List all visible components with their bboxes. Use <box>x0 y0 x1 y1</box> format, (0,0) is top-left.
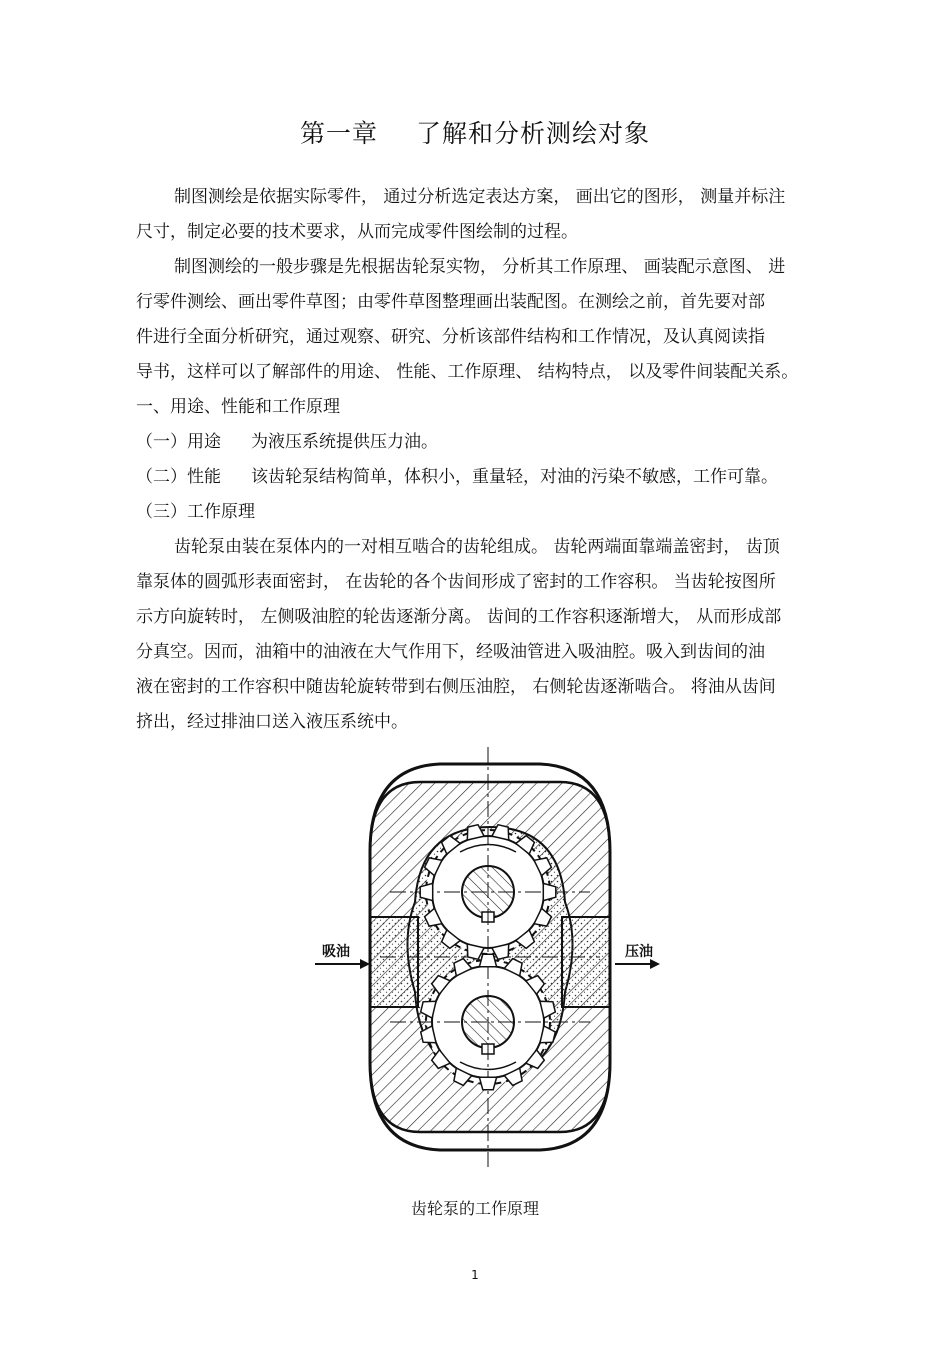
list-item <box>136 460 836 495</box>
paragraph-3 <box>136 530 836 740</box>
page-number: 1 <box>471 1268 479 1282</box>
outlet-port <box>562 917 610 1007</box>
chapter-title <box>0 114 950 150</box>
paragraph-2 <box>136 250 836 390</box>
item-label: （一）用途 <box>136 432 221 452</box>
item-text: 该齿轮泵结构简单，体积小，重量轻，对油的污染不敏感，工作可靠。 <box>251 467 778 487</box>
item-text: 为液压系统提供压力油。 <box>251 432 438 452</box>
gear-tooth <box>543 883 556 900</box>
text-line: 尺寸，制定必要的技术要求，从而完成零件图绘制的过程。 <box>136 222 578 242</box>
text-line: 件进行全面分析研究，通过观察、研究、分析该部件结构和工作情况，及认真阅读指 <box>136 327 765 347</box>
gear-tooth <box>479 1077 496 1090</box>
item-label: （三）工作原理 <box>136 502 255 522</box>
chapter-heading: 了解和分析测绘对象 <box>416 119 651 148</box>
item-label: （二）性能 <box>136 467 221 487</box>
item-list <box>136 425 836 530</box>
text-line: 行零件测绘、画出零件草图；由零件草图整理画出装配图。在测绘之前，首先要对部 <box>136 292 765 312</box>
text-line: 齿轮泵由装在泵体内的一对相互啮合的齿轮组成。 齿轮两端面靠端盖密封， 齿顶 <box>174 537 780 557</box>
paragraph-1 <box>136 180 836 250</box>
inlet-label: 吸油 <box>322 944 350 960</box>
outlet-label: 压油 <box>625 944 653 960</box>
text-line: 分真空。因而，油箱中的油液在大气作用下，经吸油管进入吸油腔。吸入到齿间的油 <box>136 642 765 662</box>
chapter-number: 第一章 <box>299 119 378 148</box>
gear-pump-diagram <box>310 742 670 1172</box>
text-line: 靠泵体的圆弧形表面密封， 在齿轮的各个齿间形成了密封的工作容积。 当齿轮按图所 <box>136 572 776 592</box>
text-line: 导书，这样可以了解部件的用途、 性能、工作原理、 结构特点， 以及零件间装配关系。 <box>136 362 799 382</box>
text-line: 示方向旋转时， 左侧吸油腔的轮齿逐渐分离。 齿间的工作容积逐渐增大， 从而形成部 <box>136 607 782 627</box>
inlet-port <box>370 917 418 1007</box>
section-heading <box>136 390 836 425</box>
text-line: 挤出，经过排油口送入液压系统中。 <box>136 712 408 732</box>
gear-pump-drawing <box>310 742 670 1172</box>
gear-tooth <box>479 954 496 967</box>
section-title: 一、用途、性能和工作原理 <box>136 397 340 417</box>
list-item <box>136 495 836 530</box>
figure-caption: 齿轮泵的工作原理 <box>410 1199 539 1218</box>
list-item <box>136 425 836 460</box>
gear-tooth <box>420 883 433 900</box>
text-line: 制图测绘是依据实际零件， 通过分析选定表达方案， 画出它的图形， 测量并标注 <box>174 187 786 207</box>
text-line: 液在密封的工作容积中随齿轮旋转带到右侧压油腔， 右侧轮齿逐渐啮合。 将油从齿间 <box>136 677 776 697</box>
text-line: 制图测绘的一般步骤是先根据齿轮泵实物， 分析其工作原理、 画装配示意图、 进 <box>174 257 786 277</box>
